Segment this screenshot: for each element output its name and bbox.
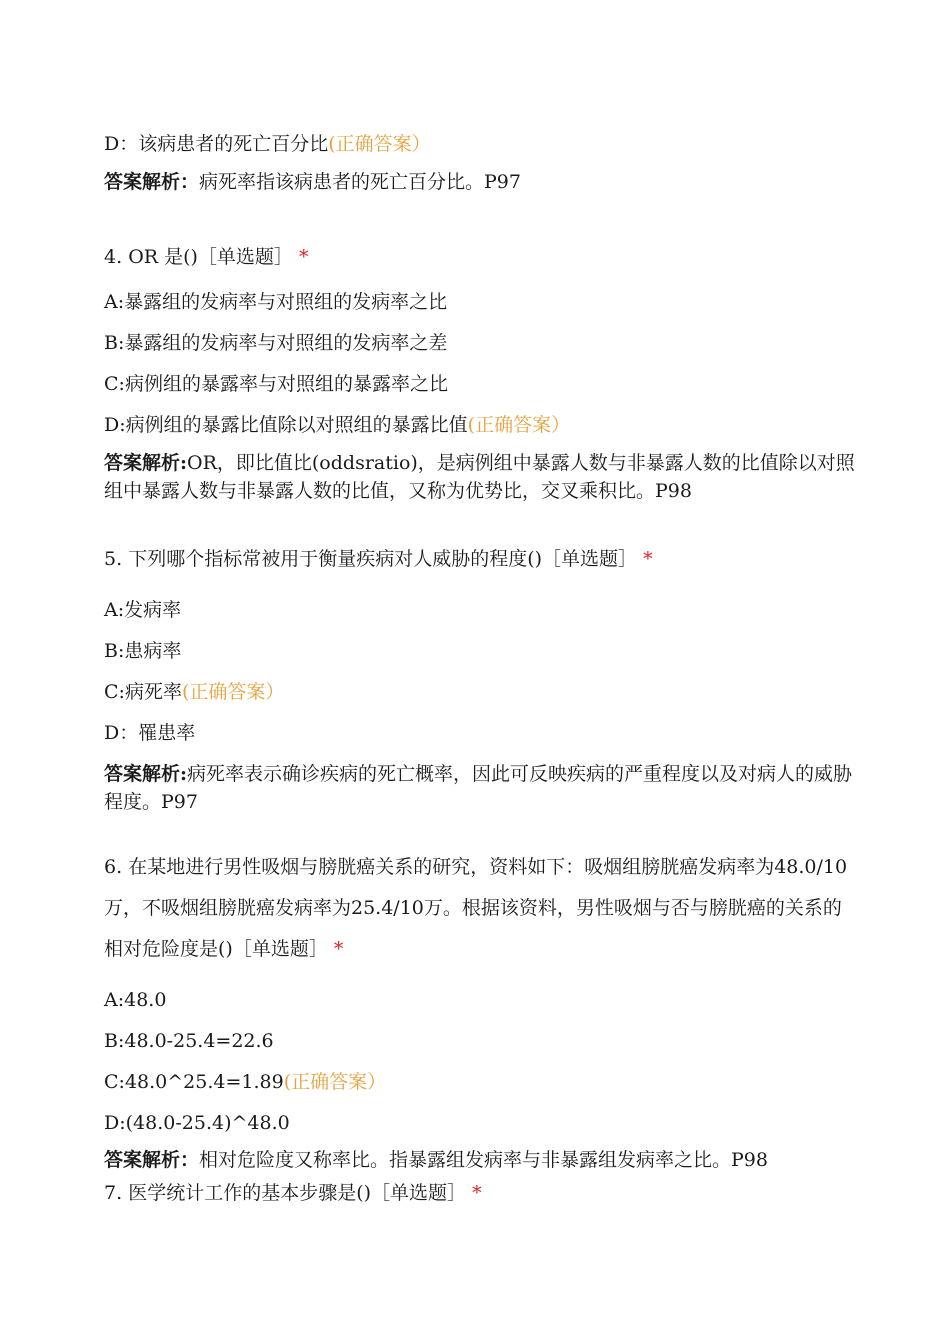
question-number: 5. [104, 548, 123, 570]
option-label: D: [104, 414, 126, 436]
analysis-text: 病死率指该病患者的死亡百分比。P97 [199, 171, 521, 193]
option-label: D： [104, 722, 139, 744]
q6-option-a [104, 989, 166, 1012]
analysis-label: 答案解析： [104, 171, 200, 193]
question-stem: 医学统计工作的基本步骤是()［单选题］ [128, 1182, 467, 1204]
q3-option-d [104, 133, 431, 156]
option-text: 该病患者的死亡百分比 [138, 133, 329, 155]
question-stem: 在某地进行男性吸烟与膀胱癌关系的研究，资料如下：吸烟组膀胱癌发病率为48.0/10万，不吸烟组膀胱癌发病率为25.4/10万。根据该资料，男性吸烟与否与膀胱癌的关系的相对危险度是()［单选题］ [104, 856, 848, 960]
q6-stem [104, 847, 859, 970]
q4-option-c [104, 373, 448, 396]
option-text: 暴露组的发病率与对照组的发病率之比 [124, 291, 448, 313]
correct-answer-tag: (正确答案） [328, 133, 431, 155]
required-star: * [333, 937, 344, 960]
q4-option-a [104, 291, 447, 314]
option-label: B: [104, 1030, 125, 1052]
analysis-text: OR，即比值比(oddsratio)，是病例组中暴露人数与非暴露人数的比值除以对照组中暴露人数与非暴露人数的比值，又称为优势比，交叉乘积比。P98 [104, 452, 855, 502]
option-label: B: [104, 332, 125, 354]
q6-option-b [104, 1030, 274, 1053]
analysis-label: 答案解析: [104, 763, 188, 785]
question-stem: 下列哪个指标常被用于衡量疾病对人威胁的程度()［单选题］ [128, 548, 638, 570]
option-text: 病死率 [124, 681, 182, 703]
q4-option-d [104, 414, 570, 437]
option-label: A: [104, 291, 125, 313]
q4-stem [104, 246, 308, 269]
option-label: C: [104, 1071, 125, 1093]
correct-answer-tag: (正确答案） [467, 414, 571, 436]
option-label: B: [104, 640, 125, 662]
option-label: A: [104, 989, 125, 1011]
q5-option-d [104, 722, 195, 745]
correct-answer-tag: (正确答案） [283, 1071, 387, 1093]
option-label: A: [104, 599, 125, 621]
option-label: C: [104, 373, 125, 395]
correct-answer-tag: (正确答案） [181, 681, 285, 703]
q5-option-a [104, 599, 181, 622]
analysis-text: 病死率表示确诊疾病的死亡概率，因此可反映疾病的严重程度以及对病人的威胁程度。P97 [104, 763, 853, 813]
q7-stem [104, 1182, 482, 1205]
required-star: * [643, 548, 653, 570]
question-stem: OR 是()［单选题］ [128, 246, 293, 268]
q5-option-c [104, 681, 284, 704]
option-label: C: [104, 681, 125, 703]
q4-analysis [104, 450, 864, 505]
q5-analysis [104, 761, 864, 816]
q5-stem [104, 548, 653, 571]
option-text: 48.0-25.4=22.6 [124, 1030, 274, 1052]
option-text: (48.0-25.4)^48.0 [125, 1112, 290, 1134]
question-number: 4. [104, 246, 123, 268]
option-text: 暴露组的发病率与对照组的发病率之差 [124, 332, 448, 354]
q6-analysis [104, 1149, 768, 1172]
option-text: 48.0^25.4=1.89 [124, 1071, 284, 1093]
option-text: 患病率 [124, 640, 182, 662]
q6-option-d [104, 1112, 290, 1135]
question-number: 7. [104, 1182, 123, 1204]
q4-option-b [104, 332, 447, 355]
q3-analysis [104, 171, 521, 194]
q6-option-c [104, 1071, 386, 1094]
analysis-label: 答案解析: [104, 452, 188, 474]
option-label: D： [104, 133, 139, 155]
option-text: 48.0 [124, 989, 167, 1011]
option-text: 罹患率 [138, 722, 196, 744]
q5-option-b [104, 640, 181, 663]
option-text: 病例组的暴露率与对照组的暴露率之比 [124, 373, 448, 395]
required-star: * [298, 246, 309, 268]
question-number: 6. [104, 856, 123, 878]
option-text: 病例组的暴露比值除以对照组的暴露比值 [125, 414, 468, 436]
required-star: * [472, 1182, 482, 1204]
analysis-label: 答案解析： [104, 1149, 200, 1171]
option-label: D: [104, 1112, 126, 1134]
option-text: 发病率 [124, 599, 182, 621]
analysis-text: 相对危险度又称率比。指暴露组发病率与非暴露组发病率之比。P98 [199, 1149, 768, 1171]
